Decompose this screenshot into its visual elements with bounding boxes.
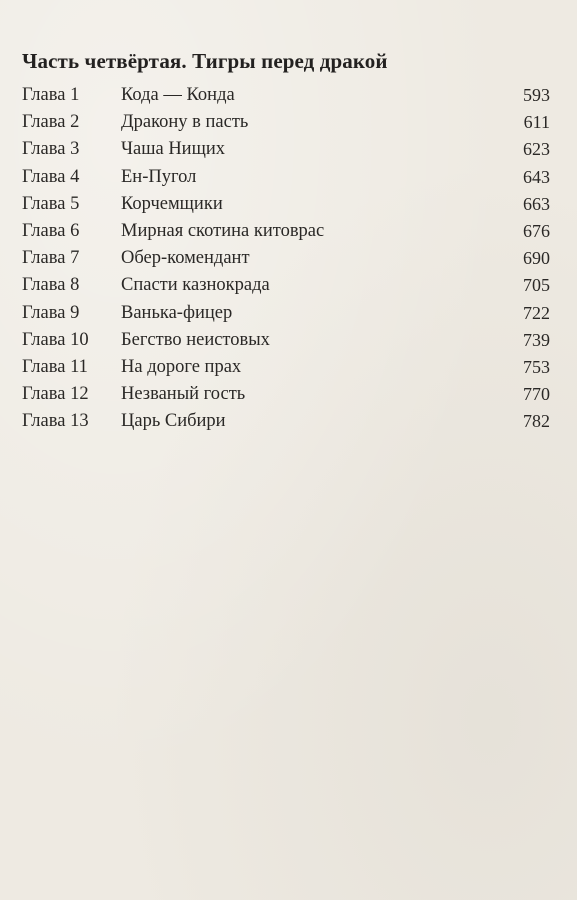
toc-row-4 bbox=[22, 164, 550, 191]
toc-row-9 bbox=[22, 300, 550, 327]
toc-row-3 bbox=[22, 136, 550, 163]
chapter-number: Глава 7 bbox=[22, 248, 80, 269]
toc-row-10 bbox=[22, 327, 550, 354]
chapter-page: 739 bbox=[523, 329, 550, 350]
chapter-page: 676 bbox=[523, 221, 550, 242]
chapter-page: 623 bbox=[523, 139, 550, 160]
chapter-number: Глава 2 bbox=[22, 112, 80, 133]
chapter-page: 643 bbox=[523, 166, 550, 187]
chapter-title: Ванька-фицер bbox=[121, 302, 233, 323]
chapter-title: Незваный гость bbox=[121, 384, 246, 405]
chapter-number: Глава 8 bbox=[22, 275, 80, 296]
chapter-page: 690 bbox=[523, 248, 550, 269]
toc-row-13 bbox=[22, 408, 550, 435]
chapter-title: Дракону в пасть bbox=[121, 112, 249, 133]
chapter-page: 782 bbox=[523, 411, 550, 432]
toc-row-11 bbox=[22, 354, 550, 381]
chapter-number: Глава 12 bbox=[22, 384, 89, 405]
chapter-title: Ен-Пугол bbox=[121, 166, 197, 187]
chapter-number: Глава 4 bbox=[22, 166, 80, 187]
chapter-number: Глава 13 bbox=[22, 411, 89, 432]
chapter-number: Глава 11 bbox=[22, 356, 88, 377]
chapter-page: 611 bbox=[523, 112, 550, 133]
chapter-title: Мирная скотина китоврас bbox=[121, 221, 325, 242]
toc-row-8 bbox=[22, 272, 550, 299]
chapter-page: 753 bbox=[523, 356, 550, 377]
chapter-page: 593 bbox=[523, 85, 550, 106]
chapter-page: 722 bbox=[523, 302, 550, 323]
chapter-number: Глава 5 bbox=[22, 193, 80, 214]
chapter-page: 770 bbox=[523, 384, 550, 405]
chapter-number: Глава 10 bbox=[22, 329, 89, 350]
toc-row-12 bbox=[22, 381, 550, 408]
chapter-page: 663 bbox=[523, 193, 550, 214]
chapter-title: Кода — Конда bbox=[121, 85, 235, 106]
chapter-page: 705 bbox=[523, 275, 550, 296]
chapter-title: Чаша Нищих bbox=[121, 139, 225, 160]
chapter-number: Глава 3 bbox=[22, 139, 80, 160]
chapter-title: На дороге прах bbox=[121, 356, 242, 377]
toc-row-6 bbox=[22, 218, 550, 245]
table-of-contents bbox=[22, 82, 550, 435]
part-title: Часть четвёртая. Тигры перед дракой bbox=[22, 49, 388, 73]
chapter-title: Царь Сибири bbox=[121, 411, 226, 432]
toc-row-5 bbox=[22, 191, 550, 218]
chapter-number: Глава 6 bbox=[22, 221, 80, 242]
toc-row-7 bbox=[22, 245, 550, 272]
toc-row-2 bbox=[22, 109, 550, 136]
chapter-title: Спасти казнокрада bbox=[121, 275, 270, 296]
chapter-number: Глава 9 bbox=[22, 302, 80, 323]
toc-row-1 bbox=[22, 82, 550, 109]
chapter-title: Корчемщики bbox=[121, 193, 223, 214]
chapter-title: Бегство неистовых bbox=[121, 329, 270, 350]
chapter-number: Глава 1 bbox=[22, 85, 80, 106]
chapter-title: Обер-комендант bbox=[121, 248, 250, 269]
